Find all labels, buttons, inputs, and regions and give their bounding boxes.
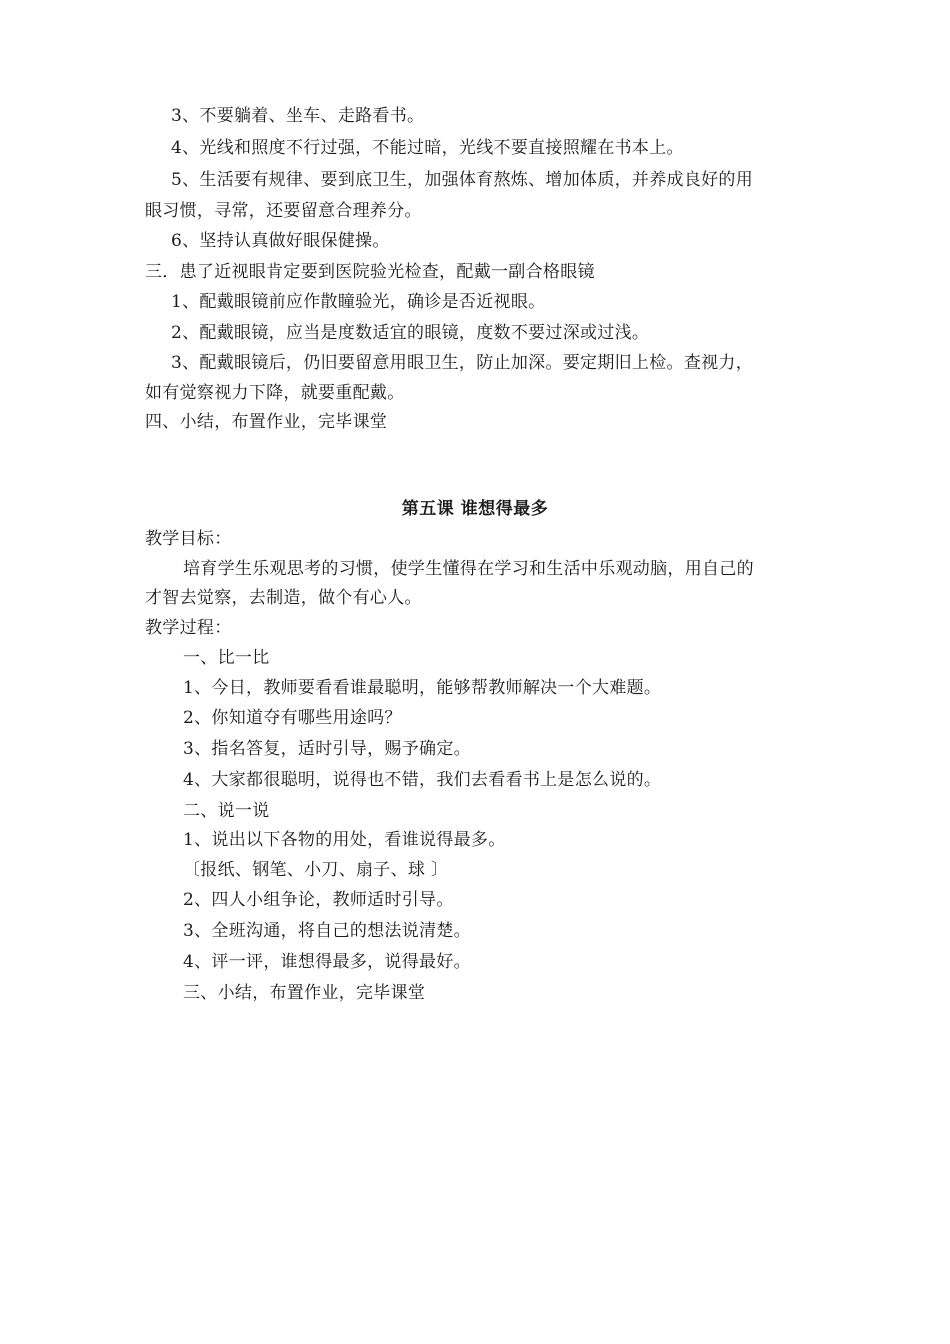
list-item: 4、光线和照度不行过强，不能过暗，光线不要直接照耀在书本上。 bbox=[171, 138, 684, 158]
list-item: 5、生活要有规律、要到底卫生，加强体育熬炼、增加体质，并养成良好的用 bbox=[171, 170, 754, 190]
list-item-continuation: 眼习惯，寻常，还要留意合理养分。 bbox=[145, 201, 422, 221]
list-item: 4、评一评，谁想得最多，说得最好。 bbox=[183, 952, 471, 972]
list-item: 1、今日，教师要看看谁最聪明，能够帮教师解决一个大难题。 bbox=[183, 678, 662, 698]
list-item: 1、说出以下各物的用处，看谁说得最多。 bbox=[183, 830, 506, 850]
section-heading: 四、小结，布置作业，完毕课堂 bbox=[145, 412, 388, 432]
list-item: 3、全班沟通，将自己的想法说清楚。 bbox=[183, 921, 471, 941]
list-item: 2、四人小组争论，教师适时引导。 bbox=[183, 890, 454, 910]
list-item: 6、坚持认真做好眼保健操。 bbox=[171, 231, 390, 251]
list-item: 3、配戴眼镜后，仍旧要留意用眼卫生，防止加深。要定期旧上检。查视力， bbox=[171, 353, 754, 373]
goal-label: 教学目标： bbox=[145, 529, 232, 549]
list-item: 3、不要躺着、坐车、走路看书。 bbox=[171, 106, 425, 126]
list-item: 3、指名答复，适时引导，赐予确定。 bbox=[183, 739, 471, 759]
goal-text-continuation: 才智去觉察，去制造，做个有心人。 bbox=[145, 588, 422, 608]
list-item: 〔报纸、钢笔、小刀、扇子、球 〕 bbox=[183, 860, 449, 880]
section-heading: 一、比一比 bbox=[183, 648, 270, 668]
section-heading: 二、说一说 bbox=[183, 801, 270, 821]
section-heading: 三．患了近视眼肯定要到医院验光检查，配戴一副合格眼镜 bbox=[145, 262, 595, 282]
list-item: 2、配戴眼镜，应当是度数适宜的眼镜，度数不要过深或过浅。 bbox=[171, 323, 650, 343]
list-item-continuation: 如有觉察视力下降，就要重配戴。 bbox=[145, 383, 405, 403]
goal-text: 培育学生乐观思考的习惯，使学生懂得在学习和生活中乐观动脑，用自己的 bbox=[183, 559, 754, 579]
list-item: 2、你知道夺有哪些用途吗？ bbox=[183, 708, 402, 728]
process-label: 教学过程： bbox=[145, 618, 232, 638]
section-heading: 三、小结，布置作业，完毕课堂 bbox=[183, 983, 426, 1003]
list-item: 4、大家都很聪明，说得也不错，我们去看看书上是怎么说的。 bbox=[183, 770, 662, 790]
list-item: 1、配戴眼镜前应作散瞳验光，确诊是否近视眼。 bbox=[171, 292, 546, 312]
lesson-title: 第五课 谁想得最多 bbox=[401, 499, 549, 519]
